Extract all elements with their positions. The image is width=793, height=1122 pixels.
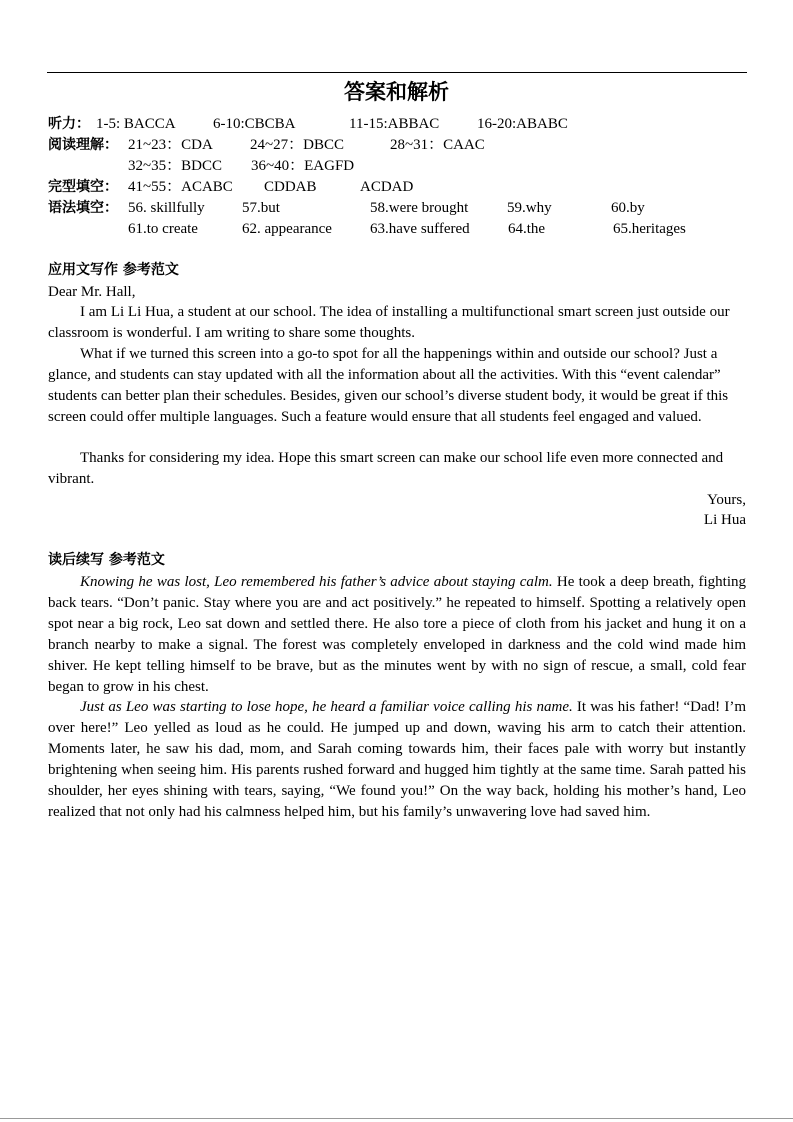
answer-item: 36~40：EAGFD: [251, 158, 355, 174]
answer-item: 60.by: [611, 200, 645, 216]
answer-item: 56. skillfully: [128, 200, 205, 216]
cloze-row: [48, 177, 748, 198]
continuation-heading: 读后续写 参考范文: [48, 552, 165, 568]
top-rule: [47, 72, 747, 73]
grammar-row-1: [48, 198, 748, 219]
answer-item: 64.the: [508, 221, 546, 237]
letter-salutation: Dear Mr. Hall,: [48, 284, 136, 300]
answer-item: 57.but: [242, 200, 280, 216]
answer-item: 11-15:ABBAC: [349, 116, 440, 132]
answer-item: ACDAD: [360, 179, 414, 195]
letter-heading: 应用文写作 参考范文: [48, 262, 179, 278]
grammar-label: 语法填空：: [48, 200, 118, 216]
page-title: 答案和解析: [344, 80, 449, 104]
story-paragraph-1-body: He took a deep breath, fighting back tears. “Don’t panic. Stay where you are and act positively.” he repeated to himself. Spotting a relatively open spot near a big rock, Leo sat down and settled there. He also tore a piece of cloth from his jacket and hung it on a branch nearby to make a signal. The forest was completely enveloped in darkness and the cold wind made him shiver. He kept telling himself to be brave, but as the minutes went by with no sign of rescue, a small, cold fear began to grow in his chest.: [48, 574, 746, 695]
listening-row: [48, 114, 748, 135]
answer-item: 28~31：CAAC: [390, 137, 485, 153]
bottom-rule: [0, 1118, 793, 1119]
grammar-row-2: [48, 219, 748, 240]
answer-item: CDDAB: [264, 179, 317, 195]
answer-item: 61.to create: [128, 221, 198, 237]
letter-paragraph-3: Thanks for considering my idea. Hope this smart screen can make our school life even more connected and vibrant.: [48, 450, 724, 487]
answer-item: 21~23：CDA: [128, 137, 213, 153]
story-paragraph-2-lead: Just as Leo was starting to lose hope, he heard a familiar voice calling his name.: [80, 699, 573, 715]
reading-label: 阅读理解：: [48, 137, 118, 153]
answer-item: 63.have suffered: [370, 221, 470, 237]
letter-paragraph-1: I am Li Li Hua, a student at our school. The idea of installing a multifunctional smart screen just outside our classroom is wonderful. I am writing to share some thoughts.: [48, 304, 730, 341]
letter-closing: Yours,: [707, 492, 746, 508]
answer-item: 58.were brought: [370, 200, 469, 216]
letter-signature: Li Hua: [703, 512, 746, 528]
story-paragraph-2-body: It was his father! “Dad! I’m over here!” Leo yelled as loud as he could. He jumped up and down, waving his arm to catch their attention. Moments later, he saw his dad, mom, and Sarah coming towards him, their faces pale with worry but instantly brightening when seeing him. His parents rushed forward and hugged him tightly at the same time. Sarah patted his shoulder, her eyes shining with tears, saying, “We found you!” On the way back, holding his mother’s hand, Leo realized that not only had his calmness helped him, but his family’s unwavering love had saved him.: [48, 699, 746, 820]
answer-item: 41~55：ACABC: [128, 179, 233, 195]
answer-item: 65.heritages: [613, 221, 686, 237]
story-paragraph-1: [48, 572, 746, 698]
story-paragraph-1-lead: Knowing he was lost, Leo remembered his father’s advice about staying calm.: [80, 574, 553, 590]
answer-item: 62. appearance: [242, 221, 332, 237]
answer-item: 59.why: [507, 200, 552, 216]
story-paragraph-2: [48, 697, 746, 823]
letter-paragraph-2: What if we turned this screen into a go-to spot for all the happenings within and outside our school? Just a glance, and students can stay updated with all the information about all the activities. With this “event calendar” students can better plan their schedules. Besides, given our school’s diverse student body, it would be great if this screen could offer multiple languages. Such a feature would ensure that all students feel engaged and valued.: [48, 346, 729, 425]
answer-item: 32~35：BDCC: [128, 158, 222, 174]
reading-row-2: [48, 156, 748, 177]
listening-label: 听力：: [48, 116, 90, 132]
answer-item: 1-5: BACCA: [96, 116, 176, 132]
answer-item: 6-10:CBCBA: [213, 116, 296, 132]
reading-row-1: [48, 135, 748, 156]
answer-item: 16-20:ABABC: [477, 116, 568, 132]
cloze-label: 完型填空：: [48, 179, 118, 195]
answer-item: 24~27：DBCC: [250, 137, 344, 153]
